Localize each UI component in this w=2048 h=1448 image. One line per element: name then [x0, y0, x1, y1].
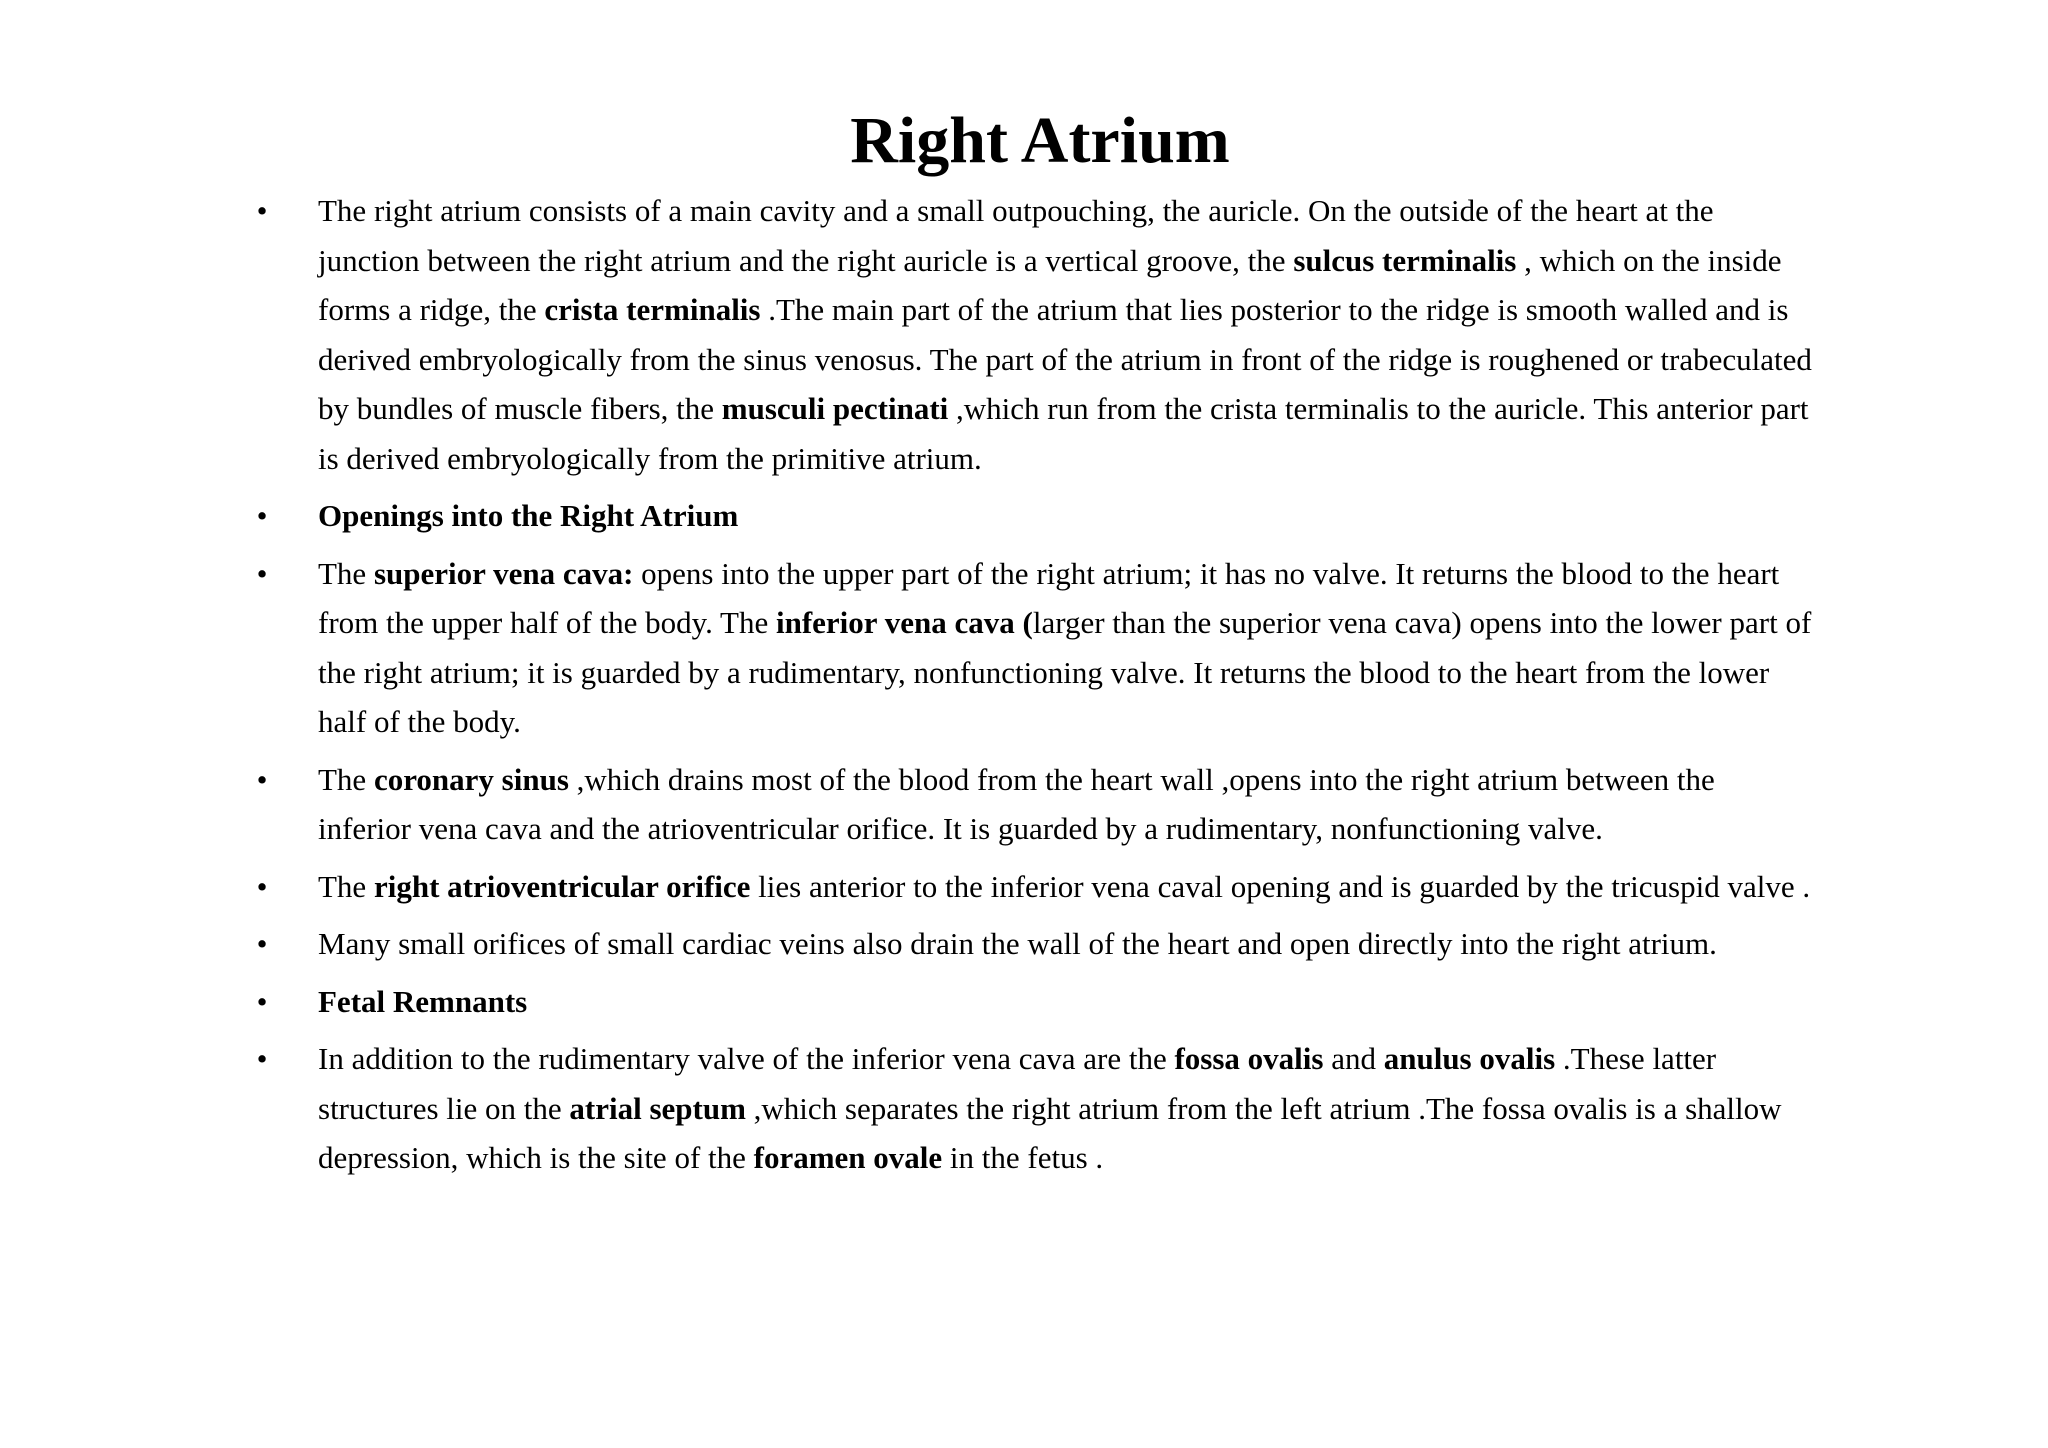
bullet-marker: •	[256, 1041, 268, 1076]
text-run: ,which run from the crista terminalis to the auricle. This anterior part is derived embryologically from the primitive atrium.	[318, 391, 1809, 476]
bullet-text	[318, 762, 1715, 847]
text-run: .The main part of the atrium that lies posterior to the ridge is smooth walled and is derived embryologically from the sinus venosus. The part of the atrium in front of the ridge is roughened or trabeculated by bundles of muscle fibers, the	[318, 292, 1812, 426]
bold-term: foramen ovale	[753, 1140, 943, 1175]
bold-term: right atrioventricular orifice	[373, 868, 751, 904]
bold-term: sulcus terminalis	[1293, 242, 1517, 278]
bullet-text	[318, 926, 1717, 961]
text-run: The right atrium consists of a main cavity and a small outpouching, the auricle. On the outside of the heart at the junction between the right atrium and the right auricle is a vertical groove, the	[318, 193, 1714, 278]
bold-term: Fetal Remnants	[318, 983, 528, 1019]
list-item	[252, 862, 1812, 912]
bullet-marker: •	[256, 498, 268, 533]
bold-term: fossa ovalis	[1174, 1041, 1324, 1076]
bullet-text	[318, 556, 1811, 740]
bullet-marker: •	[256, 983, 268, 1019]
list-item	[252, 491, 1812, 541]
bullet-text	[318, 193, 1812, 476]
list-item	[252, 919, 1812, 969]
bullet-text	[318, 498, 738, 533]
bullet-marker: •	[256, 868, 268, 904]
bullet-marker: •	[256, 761, 268, 797]
text-run: and	[1323, 1041, 1384, 1076]
list-item	[252, 755, 1812, 854]
text-run: .These latter structures lie on the	[318, 1041, 1717, 1126]
text-run: The	[318, 761, 374, 797]
bold-term: inferior vena cava (	[775, 605, 1033, 640]
text-run: Many small orifices of small cardiac veins also drain the wall of the heart and open directly into the right atrium.	[318, 926, 1717, 961]
bullet-marker: •	[256, 193, 268, 228]
text-run: The	[318, 555, 374, 591]
list-item	[252, 186, 1812, 483]
bullet-text	[318, 1041, 1782, 1175]
bold-term: musculi pectinati	[721, 391, 949, 426]
text-run: lies anterior to the inferior vena caval opening and is guarded by the tricuspid valve .	[750, 868, 1811, 904]
bullet-text	[318, 984, 527, 1019]
bold-term: anulus ovalis	[1383, 1041, 1556, 1076]
list-item	[252, 977, 1812, 1027]
list-item	[252, 1034, 1812, 1183]
bullet-marker: •	[256, 555, 268, 591]
text-run: opens into the upper part of the right atrium; it has no valve. It returns the blood to the heart from the upper half of the body. The	[318, 555, 1780, 640]
bullet-text	[318, 869, 1810, 904]
text-run: The	[318, 868, 374, 904]
text-run: , which on the inside forms a ridge, the	[318, 242, 1782, 327]
text-run: in the fetus .	[942, 1140, 1104, 1175]
bold-term: crista terminalis	[544, 292, 761, 327]
text-run: In addition to the rudimentary valve of the inferior vena cava are the	[318, 1041, 1175, 1076]
bold-term: atrial septum	[569, 1090, 746, 1126]
bold-term: superior vena cava:	[373, 555, 634, 591]
text-run: larger than the superior vena cava) opens into the lower part of the right atrium; it is guarded by a rudimentary, nonfunctioning valve. It returns the blood to the heart from the lower half of the body.	[318, 605, 1812, 739]
text-run: ,which drains most of the blood from the heart wall ,opens into the right atrium between the inferior vena cava and the atrioventricular orifice. It is guarded by a rudimentary, nonfunctioning valve.	[318, 761, 1715, 846]
page-title: Right Atrium	[850, 104, 1230, 177]
bullet-marker: •	[256, 926, 268, 961]
text-run: ,which separates the right atrium from the left atrium .The fossa ovalis is a shallow depression, which is the site of the	[318, 1090, 1782, 1175]
list-item	[252, 549, 1812, 747]
bullet-list	[252, 186, 1812, 1191]
bold-term: Openings into the Right Atrium	[318, 498, 739, 533]
bold-term: coronary sinus	[373, 761, 569, 797]
